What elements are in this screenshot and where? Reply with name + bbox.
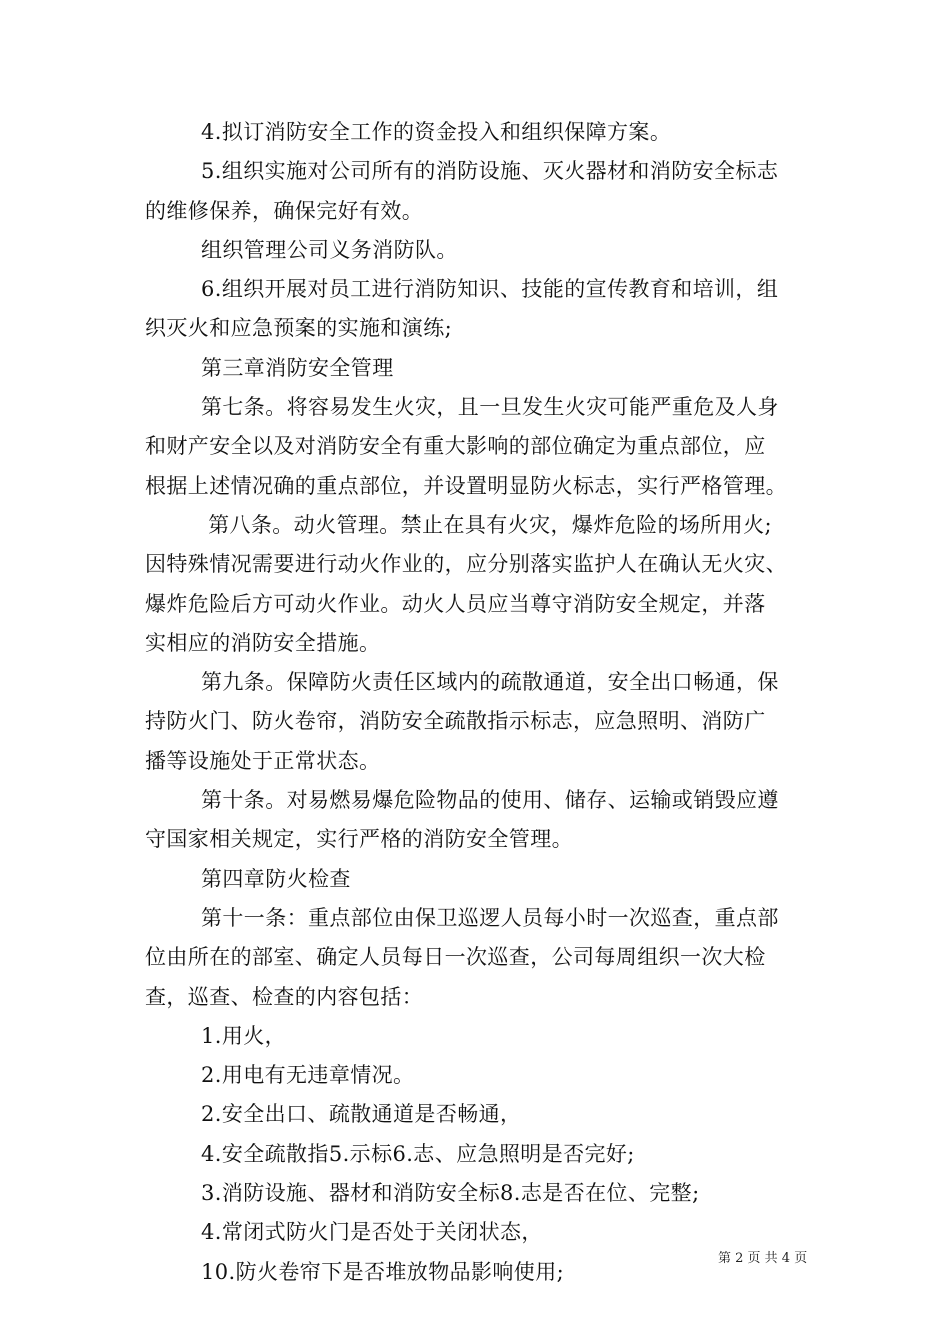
- paragraph: [145, 860, 810, 899]
- paragraph: [145, 152, 810, 231]
- paragraph-line: 第七条。将容易发生火灾，且一旦发生火灾可能严重危及人身: [201, 395, 779, 420]
- paragraph: [145, 113, 810, 152]
- paragraph-line: 守国家相关规定，实行严格的消防安全管理。: [145, 827, 573, 852]
- paragraph-line: 第三章消防安全管理: [201, 355, 394, 380]
- paragraph: [145, 1213, 810, 1252]
- paragraph-line: 第四章防火检查: [201, 866, 351, 891]
- paragraph: [145, 663, 810, 781]
- paragraph: [145, 388, 810, 506]
- paragraph-line: 因特殊情况需要进行动火作业的，应分别落实监护人在确认无火灾、: [145, 552, 787, 577]
- document-body: [145, 113, 810, 1292]
- paragraph: [145, 899, 810, 1017]
- paragraph: [145, 270, 810, 349]
- paragraph-line: 4.常闭式防火门是否处于关闭状态，: [201, 1220, 543, 1245]
- paragraph-line: 1.用火，: [201, 1023, 287, 1048]
- paragraph-line: 第九条。保障防火责任区域内的疏散通道，安全出口畅通，保: [201, 670, 779, 695]
- paragraph-line: 和财产安全以及对消防安全有重大影响的部位确定为重点部位，应: [145, 434, 766, 459]
- paragraph: [145, 1253, 810, 1292]
- paragraph-line: 根据上述情况确的重点部位，并设置明显防火标志，实行严格管理。: [145, 473, 787, 498]
- paragraph: [145, 781, 810, 860]
- paragraph: [145, 1056, 810, 1095]
- paragraph-line: 爆炸危险后方可动火作业。动火人员应当尊守消防安全规定，并落: [145, 591, 766, 616]
- paragraph: [145, 231, 810, 270]
- paragraph-line: 2.用电有无违章情况。: [201, 1063, 415, 1088]
- paragraph-line: 查，巡查、检查的内容包括：: [145, 984, 424, 1009]
- paragraph-line: 10.防火卷帘下是否堆放物品影响使用;: [201, 1259, 565, 1284]
- paragraph-line: 播等设施处于正常状态。: [145, 748, 381, 773]
- paragraph-line: 2.安全出口、疏散通道是否畅通，: [201, 1102, 522, 1127]
- paragraph-line: 位由所在的部室、确定人员每日一次巡查，公司每周组织一次大检: [145, 945, 766, 970]
- paragraph-line: 5.组织实施对公司所有的消防设施、灭火器材和消防安全标志: [201, 159, 779, 184]
- paragraph-line: 3.消防设施、器材和消防安全标8.志是否在位、完整;: [201, 1181, 700, 1206]
- paragraph-line: 组织管理公司义务消防队。: [201, 237, 458, 262]
- paragraph: [145, 1017, 810, 1056]
- paragraph: [145, 349, 810, 388]
- paragraph-line: 织灭火和应急预案的实施和演练;: [145, 316, 453, 341]
- paragraph: [145, 506, 810, 663]
- paragraph: [145, 1135, 810, 1174]
- paragraph-line: 第八条。动火管理。禁止在具有火灾，爆炸危险的场所用火;: [201, 512, 772, 537]
- paragraph: [145, 1095, 810, 1134]
- paragraph-line: 6.组织开展对员工进行消防知识、技能的宣传教育和培训，组: [201, 277, 779, 302]
- page-number-footer: 第 2 页 共 4 页: [718, 1251, 808, 1266]
- paragraph-line: 的维修保养，确保完好有效。: [145, 198, 424, 223]
- paragraph-line: 4.安全疏散指5.示标6.志、应急照明是否完好;: [201, 1141, 635, 1166]
- paragraph-line: 第十一条：重点部位由保卫巡逻人员每小时一次巡查，重点部: [201, 905, 779, 930]
- paragraph-line: 实相应的消防安全措施。: [145, 630, 381, 655]
- paragraph-line: 持防火门、防火卷帘，消防安全疏散指示标志，应急照明、消防广: [145, 709, 766, 734]
- paragraph-line: 第十条。对易燃易爆危险物品的使用、储存、运输或销毁应遵: [201, 788, 779, 813]
- paragraph: [145, 1174, 810, 1213]
- paragraph-line: 4.拟订消防安全工作的资金投入和组织保障方案。: [201, 120, 672, 144]
